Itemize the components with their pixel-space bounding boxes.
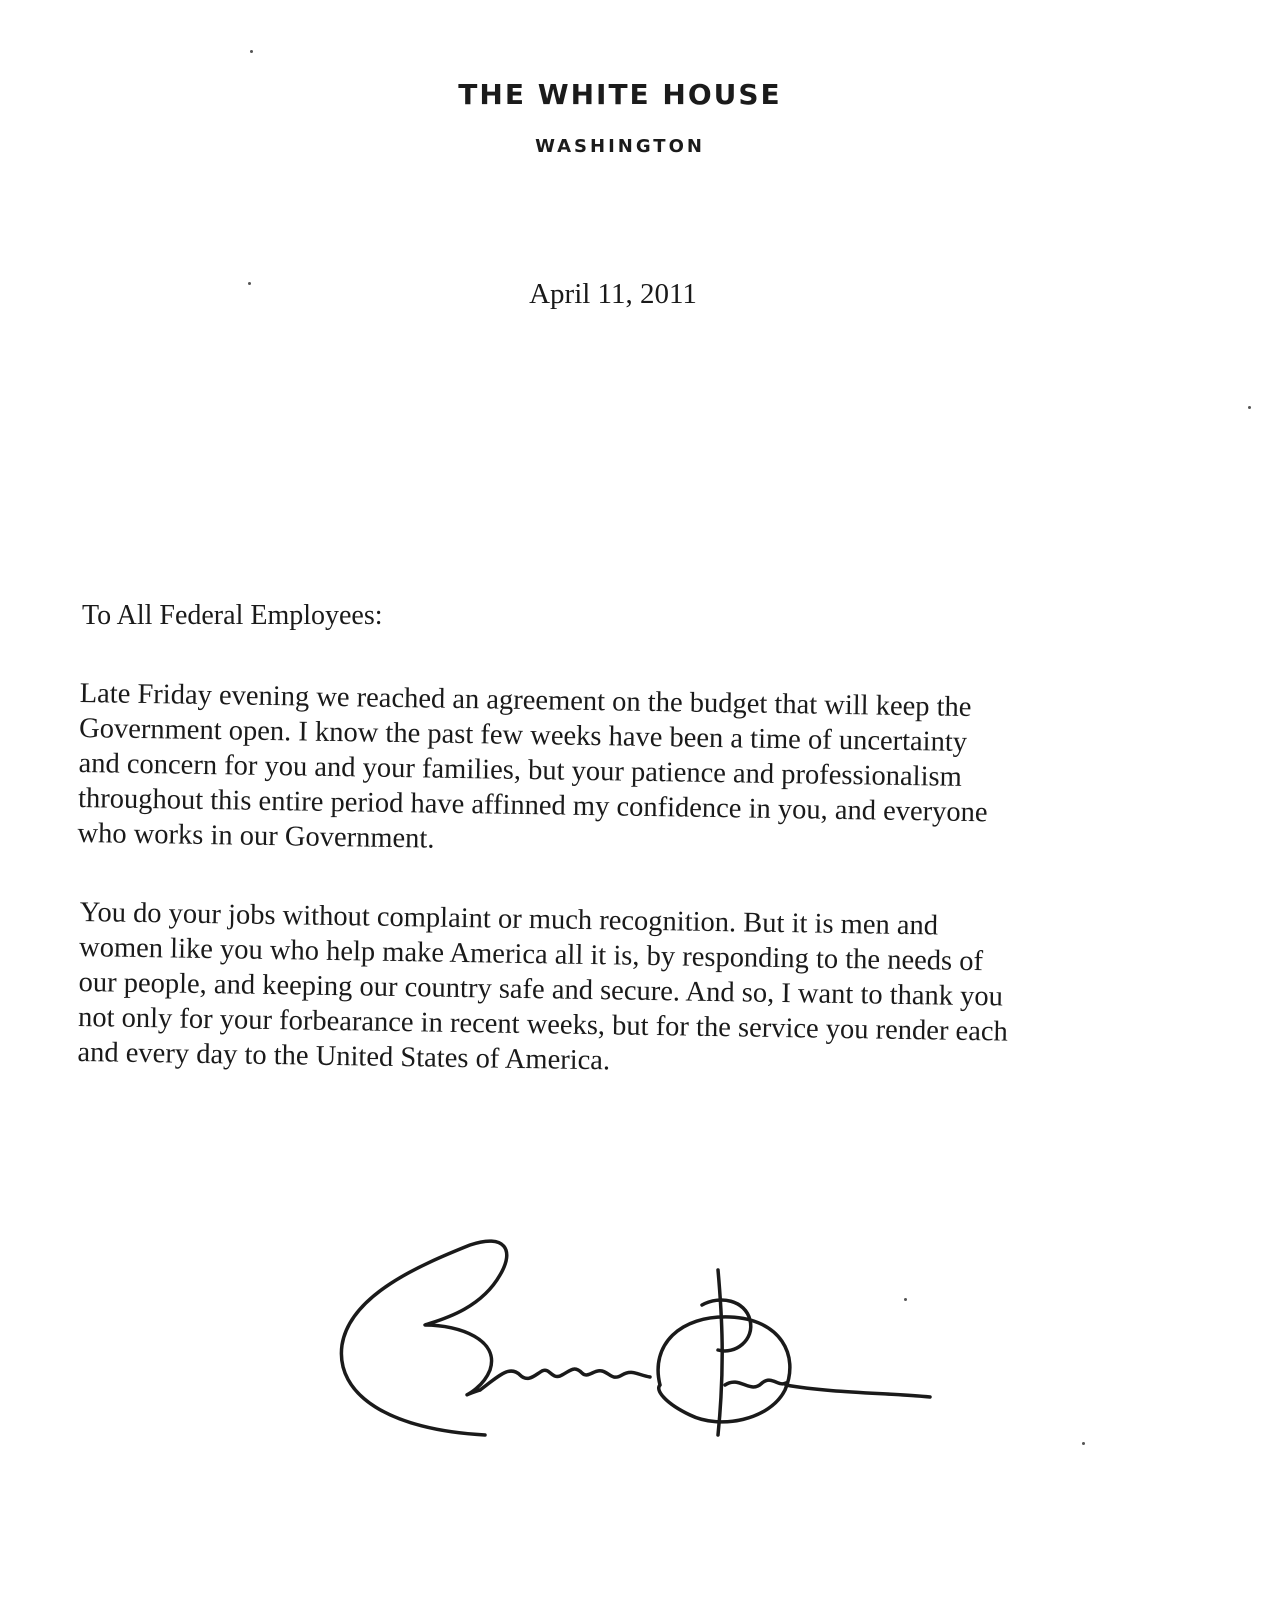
- letterhead-city: WASHINGTON: [535, 136, 705, 157]
- body-paragraph-1: [77, 676, 1120, 867]
- salutation: To All Federal Employees:: [82, 600, 383, 631]
- paragraph-line: our people, and keeping our country safe and secure. And so, I want to thank you: [78, 966, 1004, 1013]
- paragraph-line: You do your jobs without complaint or much recognition. But it is men and: [79, 896, 939, 942]
- paragraph-line: Government open. I know the past few weeks have been a time of uncertainty: [78, 712, 968, 758]
- paragraph-line: throughout this entire period have affinned my confidence in you, and everyone: [77, 782, 988, 829]
- scan-speck: [904, 1298, 907, 1301]
- paragraph-line: Late Friday evening we reached an agreement on the budget that will keep the: [79, 677, 972, 724]
- scan-speck: [1248, 406, 1251, 409]
- letter-date: April 11, 2011: [529, 278, 697, 310]
- letterhead-title: THE WHITE HOUSE: [458, 78, 782, 111]
- scan-speck: [248, 282, 251, 285]
- paragraph-line: women like you who help make America all it is, by responding to the needs of: [78, 931, 984, 978]
- scan-speck: [250, 50, 253, 53]
- paragraph-line: and concern for you and your families, but your patience and professionalism: [78, 747, 963, 793]
- paragraph-line: who works in our Government.: [77, 817, 435, 855]
- paragraph-line: and every day to the United States of America.: [77, 1036, 611, 1077]
- signature-icon: [330, 1225, 950, 1460]
- body-paragraph-2: [77, 895, 1120, 1086]
- scan-speck: [1082, 1442, 1085, 1445]
- paragraph-line: not only for your forbearance in recent weeks, but for the service you render each: [77, 1001, 1009, 1048]
